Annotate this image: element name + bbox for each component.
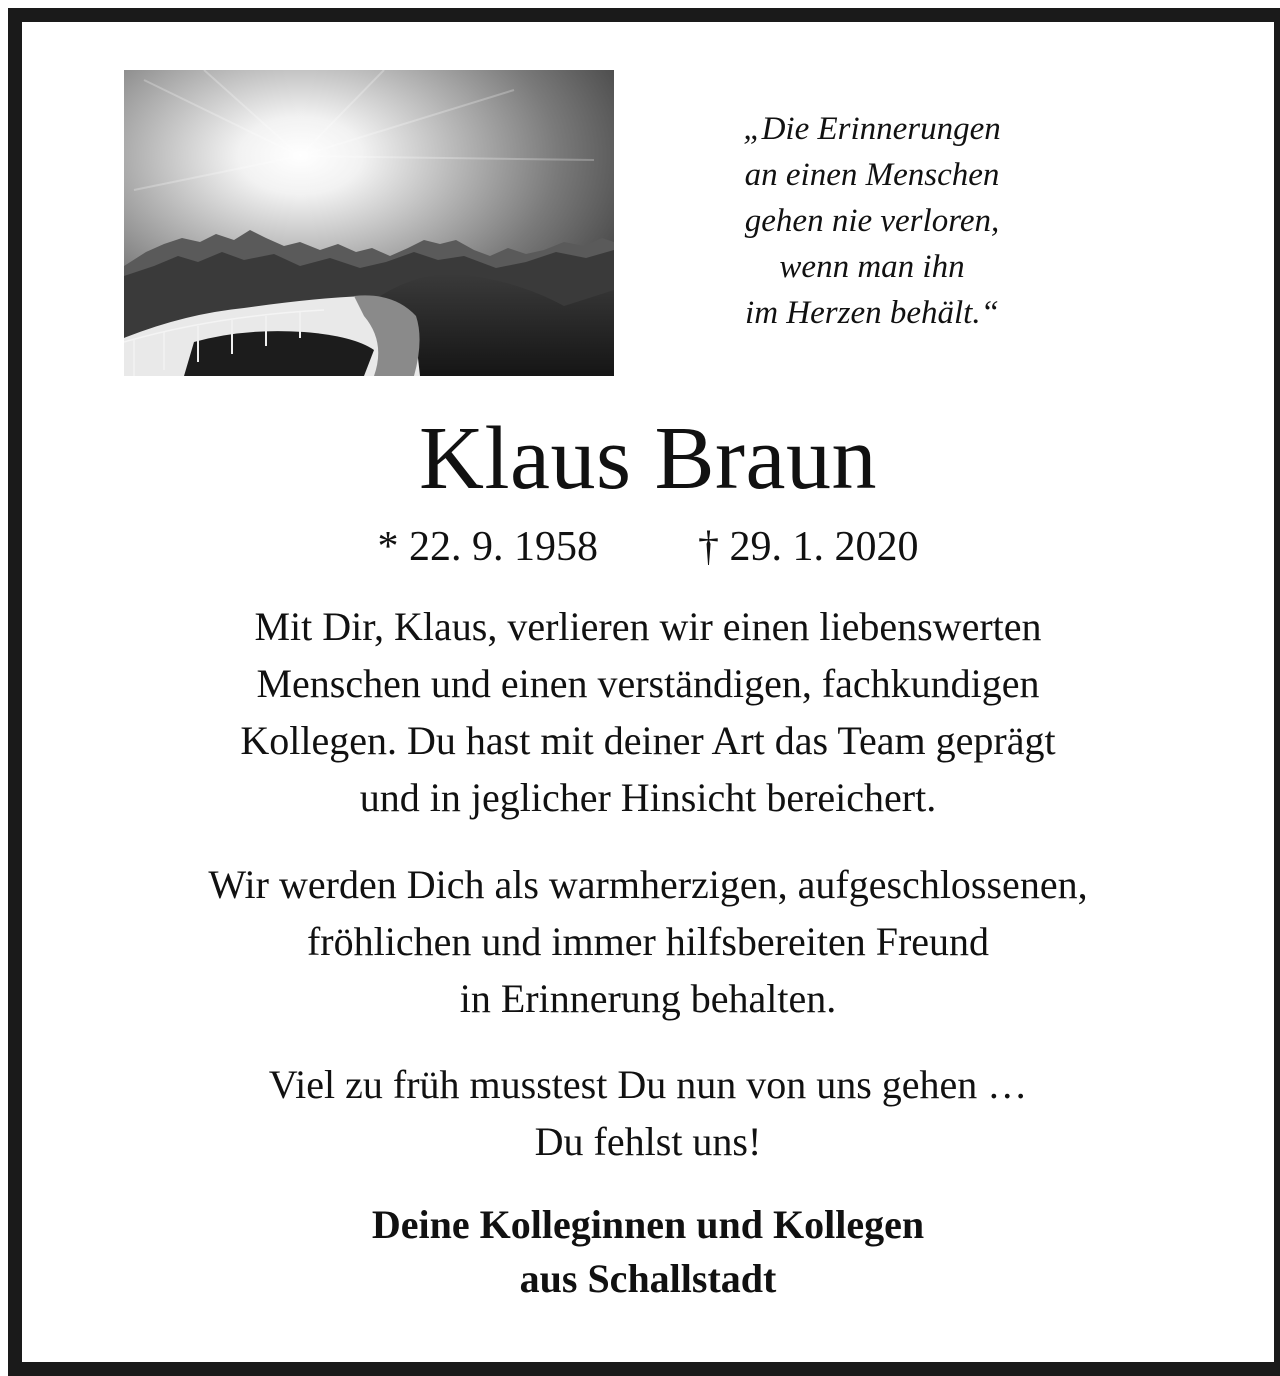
memorial-quote xyxy=(702,106,1042,336)
mountain-landscape-image xyxy=(124,70,614,376)
paragraph-line: Kollegen. Du hast mit deiner Art das Team geprägt xyxy=(240,718,1056,763)
paragraph-line: fröhlichen und immer hilfsbereiten Freund xyxy=(306,919,990,964)
paragraph-line: und in jeglicher Hinsicht bereichert. xyxy=(359,775,937,820)
quote-line: „Die Erinnerungen xyxy=(743,111,1001,147)
quote-line: im Herzen behält.“ xyxy=(745,295,999,331)
signature-line: Deine Kolleginnen und Kollegen xyxy=(371,1202,925,1247)
tribute-paragraph-3 xyxy=(22,1056,1274,1170)
paragraph-line: Wir werden Dich als warmherzigen, aufgeschlossenen, xyxy=(208,862,1088,907)
birth-date: * 22. 9. 1958 xyxy=(377,524,598,570)
signature-line: aus Schallstadt xyxy=(519,1256,777,1301)
quote-line: gehen nie verloren, xyxy=(744,203,1000,239)
quote-line: wenn man ihn xyxy=(779,249,965,285)
tribute-paragraph-2 xyxy=(22,856,1274,1027)
life-dates xyxy=(22,522,1274,572)
paragraph-line: Viel zu früh musstest Du nun von uns gehen … xyxy=(268,1062,1028,1107)
paragraph-line: Du fehlst uns! xyxy=(534,1119,762,1164)
quote-line: an einen Menschen xyxy=(744,157,1000,193)
deceased-name: Klaus Braun xyxy=(419,409,877,508)
mountain-sunset-photo xyxy=(124,70,614,376)
tribute-paragraph-1 xyxy=(22,598,1274,826)
paragraph-line: in Erinnerung behalten. xyxy=(459,976,837,1021)
paragraph-line: Menschen und einen verständigen, fachkundigen xyxy=(256,661,1040,706)
signature-block xyxy=(22,1198,1274,1306)
paragraph-line: Mit Dir, Klaus, verlieren wir einen liebenswerten xyxy=(254,604,1042,649)
obituary-card xyxy=(8,8,1280,1376)
death-date: † 29. 1. 2020 xyxy=(698,524,919,570)
